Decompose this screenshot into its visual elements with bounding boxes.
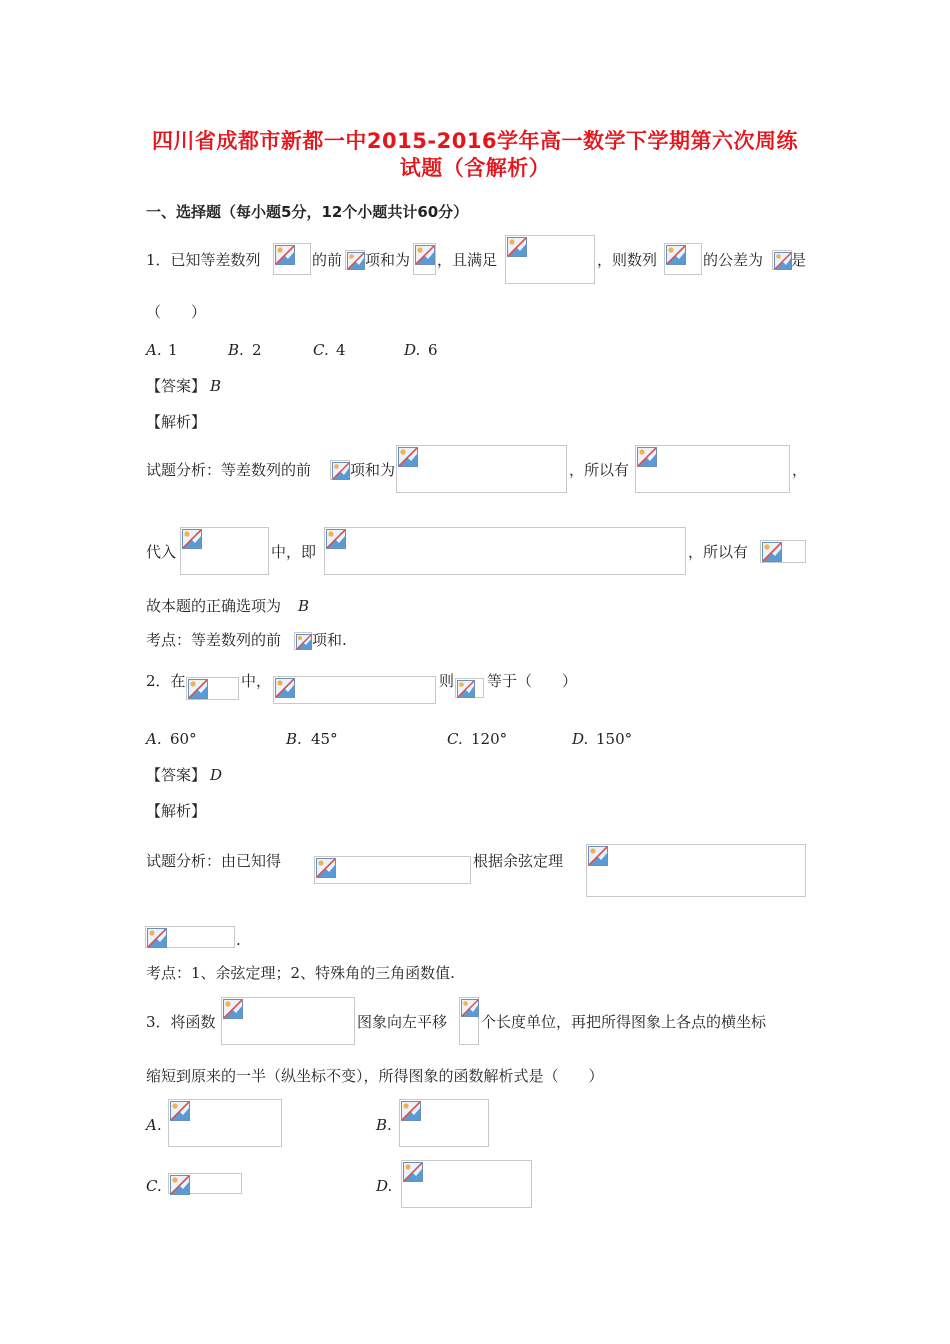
formula-image bbox=[273, 243, 311, 275]
page-title-line1: 四川省成都市新都一中2015-2016学年高一数学下学期第六次周练 bbox=[151, 129, 799, 153]
q1-text-4: ，且满足 bbox=[437, 251, 498, 269]
formula-image bbox=[294, 632, 312, 650]
q2-option-d-value: 150° bbox=[596, 730, 633, 748]
formula-image bbox=[772, 250, 792, 270]
broken-image-icon bbox=[170, 1101, 190, 1121]
q3-text-4: 缩短到原来的一半（纵坐标不变），所得图象的函数解析式是（ ） bbox=[146, 1067, 604, 1085]
q1-analysis-3: ，所以有 bbox=[569, 461, 630, 479]
q1-paren: （ ） bbox=[146, 303, 207, 321]
q1-analysis-6: 中，即 bbox=[271, 543, 317, 561]
page-title-line2: 试题（含解析） bbox=[399, 156, 551, 180]
q1-option-d-letter: D. bbox=[404, 341, 421, 359]
q1-text-2: 的前 bbox=[312, 251, 343, 269]
q2-text-2: 中， bbox=[241, 672, 272, 690]
q1-text-1: 1．已知等差数列 bbox=[146, 251, 261, 269]
q1-analysis-7: ，所以有 bbox=[688, 543, 749, 561]
broken-image-icon bbox=[316, 858, 336, 878]
q2-analysis-1: 试题分析：由已知得 bbox=[146, 852, 282, 870]
q1-text-6: 的公差为 bbox=[703, 251, 764, 269]
formula-image bbox=[221, 997, 355, 1045]
q1-text-5: ，则数列 bbox=[597, 251, 658, 269]
formula-image bbox=[635, 445, 790, 493]
formula-image bbox=[401, 1160, 532, 1208]
q3-option-c-letter: C. bbox=[146, 1177, 162, 1195]
broken-image-icon bbox=[774, 252, 792, 270]
formula-image bbox=[324, 527, 686, 575]
q1-conclusion-answer: B bbox=[298, 597, 310, 615]
broken-image-icon bbox=[588, 846, 608, 866]
q3-text-3: 个长度单位，再把所得图象上各点的横坐标 bbox=[481, 1013, 767, 1031]
broken-image-icon bbox=[296, 634, 312, 650]
q2-option-b-letter: B. bbox=[286, 730, 302, 748]
formula-image bbox=[314, 856, 471, 884]
q1-option-d-value: 6 bbox=[428, 341, 438, 359]
formula-image bbox=[396, 445, 567, 493]
q2-text-3: 则 bbox=[439, 672, 455, 690]
q1-key-point-1: 考点：等差数列的前 bbox=[146, 631, 282, 649]
q1-answer-label: 【答案】 bbox=[146, 377, 207, 395]
broken-image-icon bbox=[188, 679, 208, 699]
q3-option-a-letter: A. bbox=[146, 1116, 162, 1134]
formula-image bbox=[168, 1173, 242, 1194]
formula-image bbox=[413, 243, 436, 275]
q1-key-point-2: 项和. bbox=[312, 631, 347, 649]
broken-image-icon bbox=[275, 678, 295, 698]
broken-image-icon bbox=[347, 252, 365, 270]
q1-option-b-value: 2 bbox=[252, 341, 262, 359]
broken-image-icon bbox=[415, 245, 435, 265]
q1-analysis-4: ， bbox=[792, 461, 808, 479]
q1-option-c-letter: C. bbox=[313, 341, 329, 359]
q2-analysis-label: 【解析】 bbox=[146, 802, 207, 820]
formula-image bbox=[586, 844, 806, 897]
q2-analysis-2: 根据余弦定理 bbox=[473, 852, 564, 870]
q2-analysis-3: . bbox=[236, 931, 241, 949]
formula-image bbox=[180, 527, 269, 575]
broken-image-icon bbox=[507, 237, 527, 257]
broken-image-icon bbox=[170, 1175, 190, 1195]
q3-option-d-letter: D. bbox=[376, 1177, 393, 1195]
broken-image-icon bbox=[223, 999, 243, 1019]
q1-option-a-letter: A. bbox=[146, 341, 162, 359]
formula-image bbox=[505, 235, 595, 284]
q1-text-3: 项和为 bbox=[365, 251, 411, 269]
broken-image-icon bbox=[666, 245, 686, 265]
q1-option-b-letter: B. bbox=[228, 341, 244, 359]
q3-text-1: 3．将函数 bbox=[146, 1013, 216, 1031]
q1-analysis-2: 项和为 bbox=[350, 461, 396, 479]
q1-conclusion: 故本题的正确选项为 bbox=[146, 597, 282, 615]
broken-image-icon bbox=[275, 245, 295, 265]
q1-text-7: 是 bbox=[791, 251, 807, 269]
q2-option-b-value: 45° bbox=[311, 730, 338, 748]
formula-image bbox=[186, 677, 239, 700]
broken-image-icon bbox=[401, 1101, 421, 1121]
q2-answer: D bbox=[210, 766, 223, 784]
formula-image bbox=[168, 1099, 282, 1147]
broken-image-icon bbox=[398, 447, 418, 467]
broken-image-icon bbox=[457, 680, 475, 698]
broken-image-icon bbox=[461, 999, 479, 1017]
q2-option-c-value: 120° bbox=[471, 730, 508, 748]
formula-image bbox=[145, 926, 235, 948]
q2-key-point: 考点：1、余弦定理；2、特殊角的三角函数值. bbox=[146, 964, 455, 982]
formula-image bbox=[273, 676, 436, 704]
q3-option-b-letter: B. bbox=[376, 1116, 392, 1134]
q2-option-d-letter: D. bbox=[572, 730, 589, 748]
formula-image bbox=[459, 997, 479, 1045]
broken-image-icon bbox=[182, 529, 202, 549]
formula-image bbox=[330, 460, 350, 480]
formula-image bbox=[345, 250, 365, 270]
formula-image bbox=[760, 540, 806, 563]
formula-image bbox=[455, 678, 484, 698]
q1-analysis-5: 代入 bbox=[146, 543, 177, 561]
q2-option-a-value: 60° bbox=[170, 730, 197, 748]
q1-option-c-value: 4 bbox=[336, 341, 346, 359]
formula-image bbox=[399, 1099, 489, 1147]
q1-option-a-value: 1 bbox=[168, 341, 178, 359]
q3-text-2: 图象向左平移 bbox=[357, 1013, 448, 1031]
q2-text-1: 2．在 bbox=[146, 672, 186, 690]
formula-image bbox=[664, 243, 702, 275]
q2-text-4: 等于（ ） bbox=[487, 672, 578, 690]
q1-analysis-label: 【解析】 bbox=[146, 413, 207, 431]
section-header: 一、选择题（每小题5分，12个小题共计60分） bbox=[146, 203, 469, 221]
q1-answer: B bbox=[210, 377, 222, 395]
broken-image-icon bbox=[403, 1162, 423, 1182]
q2-answer-label: 【答案】 bbox=[146, 766, 207, 784]
broken-image-icon bbox=[332, 462, 350, 480]
broken-image-icon bbox=[762, 542, 782, 562]
q1-analysis-1: 试题分析：等差数列的前 bbox=[146, 461, 312, 479]
broken-image-icon bbox=[326, 529, 346, 549]
broken-image-icon bbox=[147, 928, 167, 948]
q2-option-c-letter: C. bbox=[447, 730, 463, 748]
q2-option-a-letter: A. bbox=[146, 730, 162, 748]
broken-image-icon bbox=[637, 447, 657, 467]
